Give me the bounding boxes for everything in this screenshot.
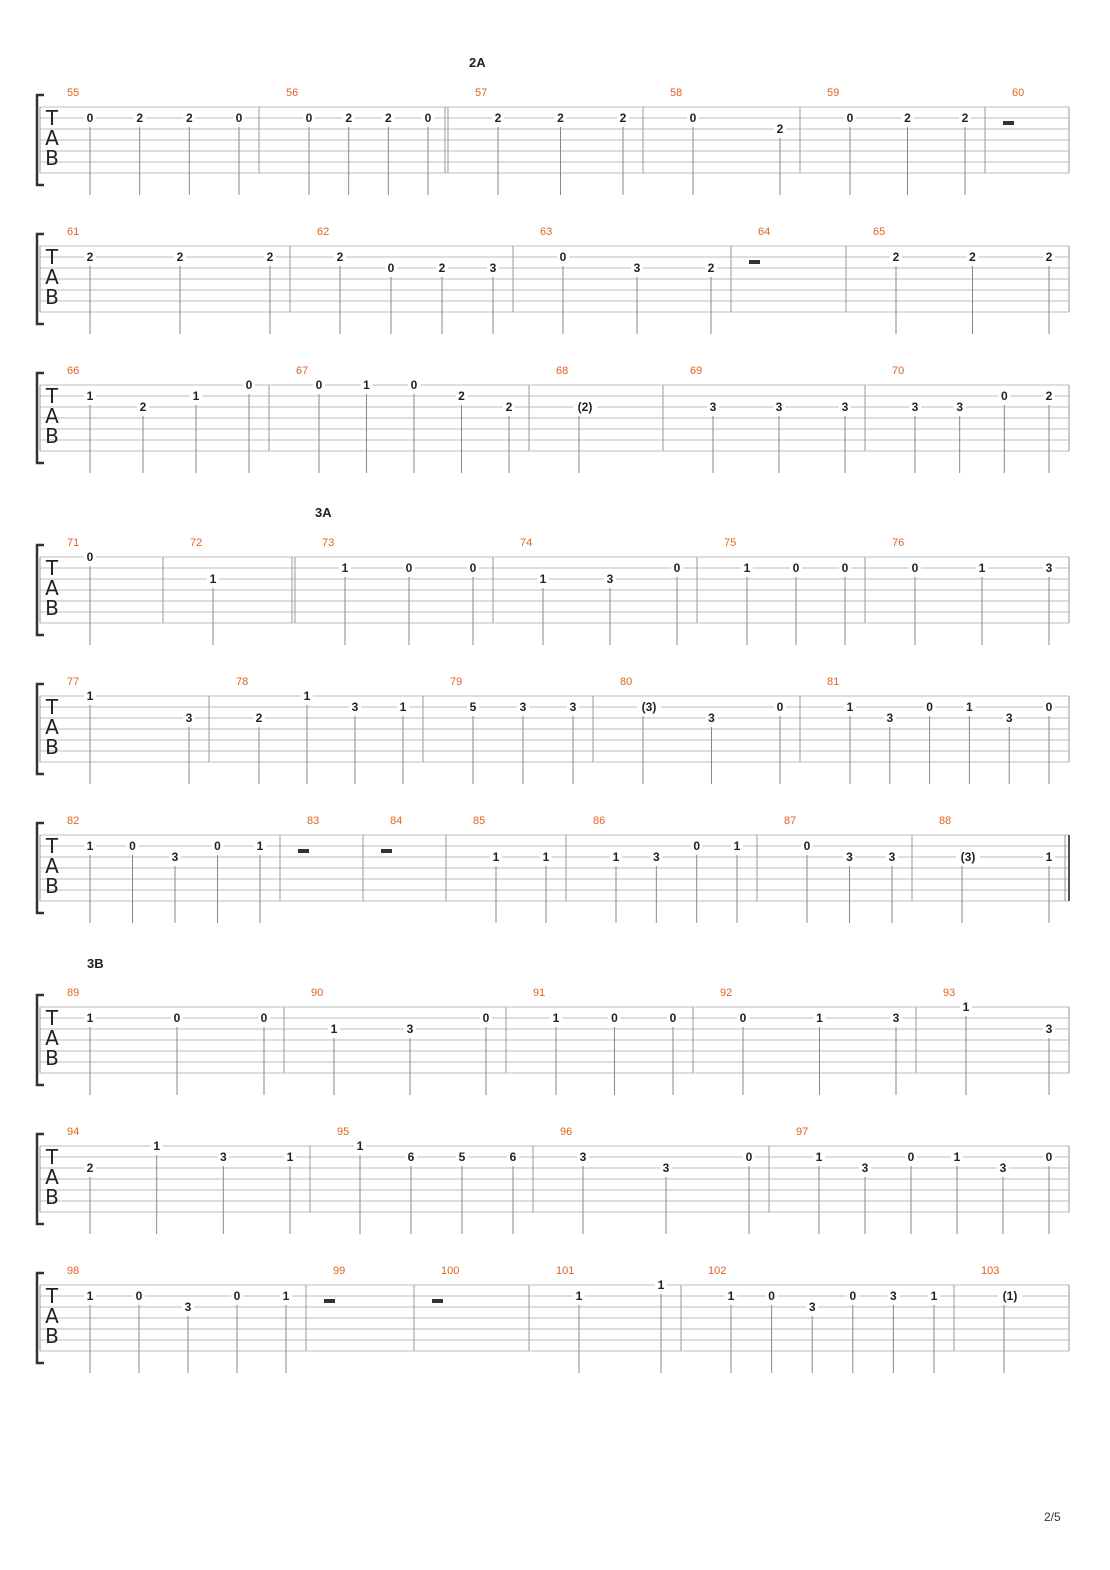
fret-number: 3	[1045, 1022, 1053, 1036]
tab-clef-letter: T	[45, 556, 59, 580]
tab-clef-letter: B	[45, 1185, 59, 1209]
section-label-2a: 2A	[469, 55, 486, 70]
measure-number: 95	[337, 1126, 350, 1138]
measure-number: 90	[311, 987, 324, 999]
fret-number: 3	[775, 400, 783, 414]
fret-number: 0	[469, 561, 477, 575]
fret-number: 2	[619, 111, 627, 125]
tab-clef-letter: A	[45, 404, 59, 428]
measure-number: 62	[317, 226, 330, 238]
fret-number: 1	[330, 1022, 338, 1036]
measure-number: 89	[67, 987, 80, 999]
measure-number: 72	[190, 537, 203, 549]
fret-number: 3	[633, 261, 641, 275]
fret-number: 0	[315, 378, 323, 392]
measure-number: 66	[67, 365, 80, 377]
measure-number: 69	[690, 365, 703, 377]
fret-number: 1	[727, 1289, 735, 1303]
fret-number: 0	[559, 250, 567, 264]
fret-number: 2	[139, 400, 147, 414]
fret-number: 2	[86, 250, 94, 264]
fret-number: 3	[709, 400, 717, 414]
fret-number: 0	[776, 700, 784, 714]
fret-number: 0	[1045, 700, 1053, 714]
fret-number: 3	[808, 1300, 816, 1314]
fret-number: 0	[926, 700, 933, 714]
fret-number: 2	[176, 250, 184, 264]
fret-number: 1	[86, 839, 94, 853]
fret-number: 3	[519, 700, 527, 714]
fret-number: 1	[733, 839, 741, 853]
tab-system	[37, 87, 1069, 195]
fret-number: 0	[846, 111, 854, 125]
measure-number: 100	[441, 1265, 460, 1277]
fret-number: 3	[652, 850, 660, 864]
measure-number: 71	[67, 537, 80, 549]
fret-number: 5	[469, 700, 477, 714]
fret-number: 3	[219, 1150, 227, 1164]
tab-clef-letter: B	[45, 1324, 59, 1348]
fret-number: 2	[969, 250, 976, 264]
fret-number: 0	[907, 1150, 915, 1164]
tab-clef-letter: A	[45, 1165, 59, 1189]
fret-number: 1	[399, 700, 407, 714]
tab-system	[37, 365, 1069, 473]
fret-number: 1	[86, 1289, 94, 1303]
fret-number: 6	[509, 1150, 517, 1164]
fret-number: 0	[1045, 1150, 1053, 1164]
tab-system	[37, 1126, 1069, 1234]
fret-number: 2	[892, 250, 900, 264]
tab-clef-letter: B	[45, 874, 59, 898]
fret-number: 1	[743, 561, 751, 575]
measure-number: 63	[540, 226, 553, 238]
tab-clef-letter: T	[45, 106, 59, 130]
fret-number: 1	[815, 1150, 823, 1164]
fret-number: 3	[911, 400, 919, 414]
measure-number: 96	[560, 1126, 573, 1138]
measure-number: 56	[286, 87, 299, 99]
fret-number: 2	[336, 250, 344, 264]
measure-number: 76	[892, 537, 905, 549]
fret-number: 3	[999, 1161, 1007, 1175]
fret-number: 3	[184, 1300, 192, 1314]
fret-number: 3	[861, 1161, 869, 1175]
fret-number: 0	[1000, 389, 1008, 403]
fret-number: (3)	[960, 850, 976, 864]
fret-number: 2	[136, 111, 144, 125]
fret-number: 2	[505, 400, 513, 414]
whole-rest	[381, 849, 392, 853]
whole-rest	[324, 1299, 335, 1303]
fret-number: 3	[890, 1289, 897, 1303]
fret-number: 3	[841, 400, 849, 414]
fret-number: 3	[351, 700, 359, 714]
whole-rest	[1003, 121, 1014, 125]
measure-number: 67	[296, 365, 309, 377]
measure-number: 57	[475, 87, 488, 99]
fret-number: 0	[841, 561, 849, 575]
fret-number: 2	[185, 111, 193, 125]
section-label-3a: 3A	[315, 505, 332, 520]
measure-number: 74	[520, 537, 533, 549]
measure-number: 68	[556, 365, 569, 377]
fret-number: 1	[846, 700, 854, 714]
measure-number: 79	[450, 676, 463, 688]
fret-number: 2	[1045, 389, 1053, 403]
fret-number: 1	[341, 561, 349, 575]
fret-number: 1	[303, 689, 311, 703]
fret-number: 2	[557, 111, 564, 125]
fret-number: 0	[233, 1289, 241, 1303]
fret-number: 3	[185, 711, 193, 725]
fret-number: (1)	[1002, 1289, 1018, 1303]
tab-clef-letter: B	[45, 1046, 59, 1070]
measure-number: 98	[67, 1265, 80, 1277]
fret-number: (3)	[641, 700, 657, 714]
fret-number: 1	[930, 1289, 938, 1303]
measure-number: 73	[322, 537, 335, 549]
whole-rest	[749, 260, 760, 264]
fret-number: 0	[693, 839, 701, 853]
tab-system	[37, 676, 1069, 784]
fret-number: 1	[575, 1289, 583, 1303]
measure-number: 60	[1012, 87, 1025, 99]
fret-number: 0	[410, 378, 418, 392]
fret-number: 1	[192, 389, 200, 403]
fret-number: 3	[886, 711, 894, 725]
fret-number: 0	[235, 111, 243, 125]
tab-clef-letter: A	[45, 1304, 59, 1328]
fret-number: 0	[135, 1289, 143, 1303]
fret-number: 3	[489, 261, 497, 275]
tab-clef-letter: T	[45, 384, 59, 408]
fret-number: 1	[962, 1000, 970, 1014]
tab-clef-letter: T	[45, 245, 59, 269]
fret-number: 2	[86, 1161, 94, 1175]
fret-number: 0	[387, 261, 395, 275]
fret-number: 2	[776, 122, 784, 136]
tab-clef-letter: A	[45, 265, 59, 289]
tab-clef-letter: B	[45, 596, 59, 620]
measure-number: 91	[533, 987, 546, 999]
fret-number: 3	[846, 850, 853, 864]
fret-number: 0	[173, 1011, 181, 1025]
measure-number: 101	[556, 1265, 575, 1277]
fret-number: 2	[384, 111, 392, 125]
fret-number: 1	[953, 1150, 961, 1164]
measure-number: 81	[827, 676, 840, 688]
tab-clef-letter: T	[45, 1145, 59, 1169]
fret-number: 0	[405, 561, 413, 575]
fret-number: 0	[129, 839, 136, 853]
fret-number: 0	[689, 111, 697, 125]
fret-number: 0	[669, 1011, 677, 1025]
fret-number: 0	[424, 111, 432, 125]
fret-number: 2	[458, 389, 465, 403]
tab-clef-letter: B	[45, 424, 59, 448]
fret-number: 2	[494, 111, 502, 125]
fret-number: 1	[356, 1139, 364, 1153]
fret-number: 2	[961, 111, 969, 125]
fret-number: 0	[768, 1289, 775, 1303]
fret-number: 0	[803, 839, 811, 853]
tab-clef-letter: A	[45, 126, 59, 150]
fret-number: 3	[662, 1161, 670, 1175]
fret-number: 2	[1045, 250, 1053, 264]
tab-system	[37, 987, 1069, 1095]
tab-clef-letter: T	[45, 1284, 59, 1308]
tab-clef-letter: A	[45, 715, 59, 739]
fret-number: 1	[256, 839, 264, 853]
measure-number: 92	[720, 987, 733, 999]
fret-number: 2	[345, 111, 353, 125]
measure-number: 97	[796, 1126, 809, 1138]
tab-clef-letter: B	[45, 146, 59, 170]
fret-number: 1	[363, 378, 370, 392]
fret-number: 0	[86, 111, 94, 125]
measure-number: 80	[620, 676, 633, 688]
fret-number: 1	[612, 850, 620, 864]
fret-number: 1	[816, 1011, 823, 1025]
fret-number: 1	[86, 689, 94, 703]
fret-number: 0	[245, 378, 253, 392]
tab-clef-letter: T	[45, 834, 59, 858]
fret-number: 3	[956, 400, 964, 414]
fret-number: 1	[153, 1139, 161, 1153]
measure-number: 88	[939, 815, 952, 827]
fret-number: 3	[406, 1022, 414, 1036]
measure-number: 103	[981, 1265, 1000, 1277]
measure-number: 83	[307, 815, 320, 827]
page-number: 2/5	[1044, 1510, 1061, 1524]
fret-number: 1	[542, 850, 550, 864]
tab-clef-letter: A	[45, 854, 59, 878]
fret-number: 1	[492, 850, 500, 864]
fret-number: 0	[86, 550, 94, 564]
measure-number: 78	[236, 676, 249, 688]
fret-number: 1	[539, 572, 547, 586]
fret-number: (2)	[577, 400, 593, 414]
measure-number: 58	[670, 87, 683, 99]
measure-number: 82	[67, 815, 80, 827]
fret-number: 0	[482, 1011, 490, 1025]
measure-number: 70	[892, 365, 905, 377]
fret-number: 5	[458, 1150, 466, 1164]
fret-number: 3	[1005, 711, 1013, 725]
fret-number: 6	[407, 1150, 415, 1164]
measure-number: 84	[390, 815, 403, 827]
tab-clef-letter: B	[45, 735, 59, 759]
fret-number: 3	[606, 572, 614, 586]
tab-system	[37, 537, 1069, 645]
tab-clef-letter: T	[45, 1006, 59, 1030]
measure-number: 93	[943, 987, 956, 999]
fret-number: 3	[888, 850, 896, 864]
fret-number: 2	[266, 250, 274, 264]
tab-clef-letter: T	[45, 695, 59, 719]
measure-number: 99	[333, 1265, 346, 1277]
fret-number: 0	[673, 561, 681, 575]
fret-number: 1	[286, 1150, 294, 1164]
fret-number: 0	[849, 1289, 857, 1303]
measure-number: 85	[473, 815, 486, 827]
fret-number: 2	[438, 261, 446, 275]
fret-number: 3	[892, 1011, 900, 1025]
measure-number: 75	[724, 537, 737, 549]
fret-number: 1	[966, 700, 973, 714]
fret-number: 3	[708, 711, 715, 725]
measure-number: 65	[873, 226, 886, 238]
fret-number: 1	[1045, 850, 1053, 864]
fret-number: 3	[569, 700, 577, 714]
measure-number: 55	[67, 87, 80, 99]
fret-number: 3	[579, 1150, 587, 1164]
measure-number: 77	[67, 676, 80, 688]
fret-number: 1	[978, 561, 986, 575]
fret-number: 0	[214, 839, 221, 853]
fret-number: 0	[305, 111, 313, 125]
measure-number: 86	[593, 815, 606, 827]
fret-number: 2	[904, 111, 911, 125]
measure-number: 61	[67, 226, 80, 238]
fret-number: 0	[792, 561, 800, 575]
whole-rest	[432, 1299, 443, 1303]
measure-number: 94	[67, 1126, 80, 1138]
fret-number: 0	[745, 1150, 753, 1164]
tab-clef-letter: A	[45, 576, 59, 600]
whole-rest	[298, 849, 309, 853]
measure-number: 87	[784, 815, 797, 827]
tab-system	[37, 1265, 1069, 1373]
fret-number: 2	[707, 261, 715, 275]
fret-number: 1	[282, 1289, 290, 1303]
fret-number: 3	[1045, 561, 1053, 575]
section-label-3b: 3B	[87, 956, 104, 971]
measure-number: 64	[758, 226, 771, 238]
fret-number: 1	[86, 1011, 94, 1025]
fret-number: 1	[657, 1278, 665, 1292]
tab-system	[37, 226, 1069, 334]
fret-number: 3	[171, 850, 179, 864]
tab-system	[37, 815, 1069, 923]
fret-number: 1	[209, 572, 217, 586]
measure-number: 102	[708, 1265, 727, 1277]
tab-clef-letter: A	[45, 1026, 59, 1050]
fret-number: 0	[911, 561, 919, 575]
fret-number: 0	[739, 1011, 747, 1025]
tab-clef-letter: B	[45, 285, 59, 309]
fret-number: 2	[255, 711, 263, 725]
fret-number: 1	[552, 1011, 560, 1025]
fret-number: 0	[611, 1011, 618, 1025]
measure-number: 59	[827, 87, 840, 99]
fret-number: 0	[260, 1011, 268, 1025]
fret-number: 1	[86, 389, 94, 403]
